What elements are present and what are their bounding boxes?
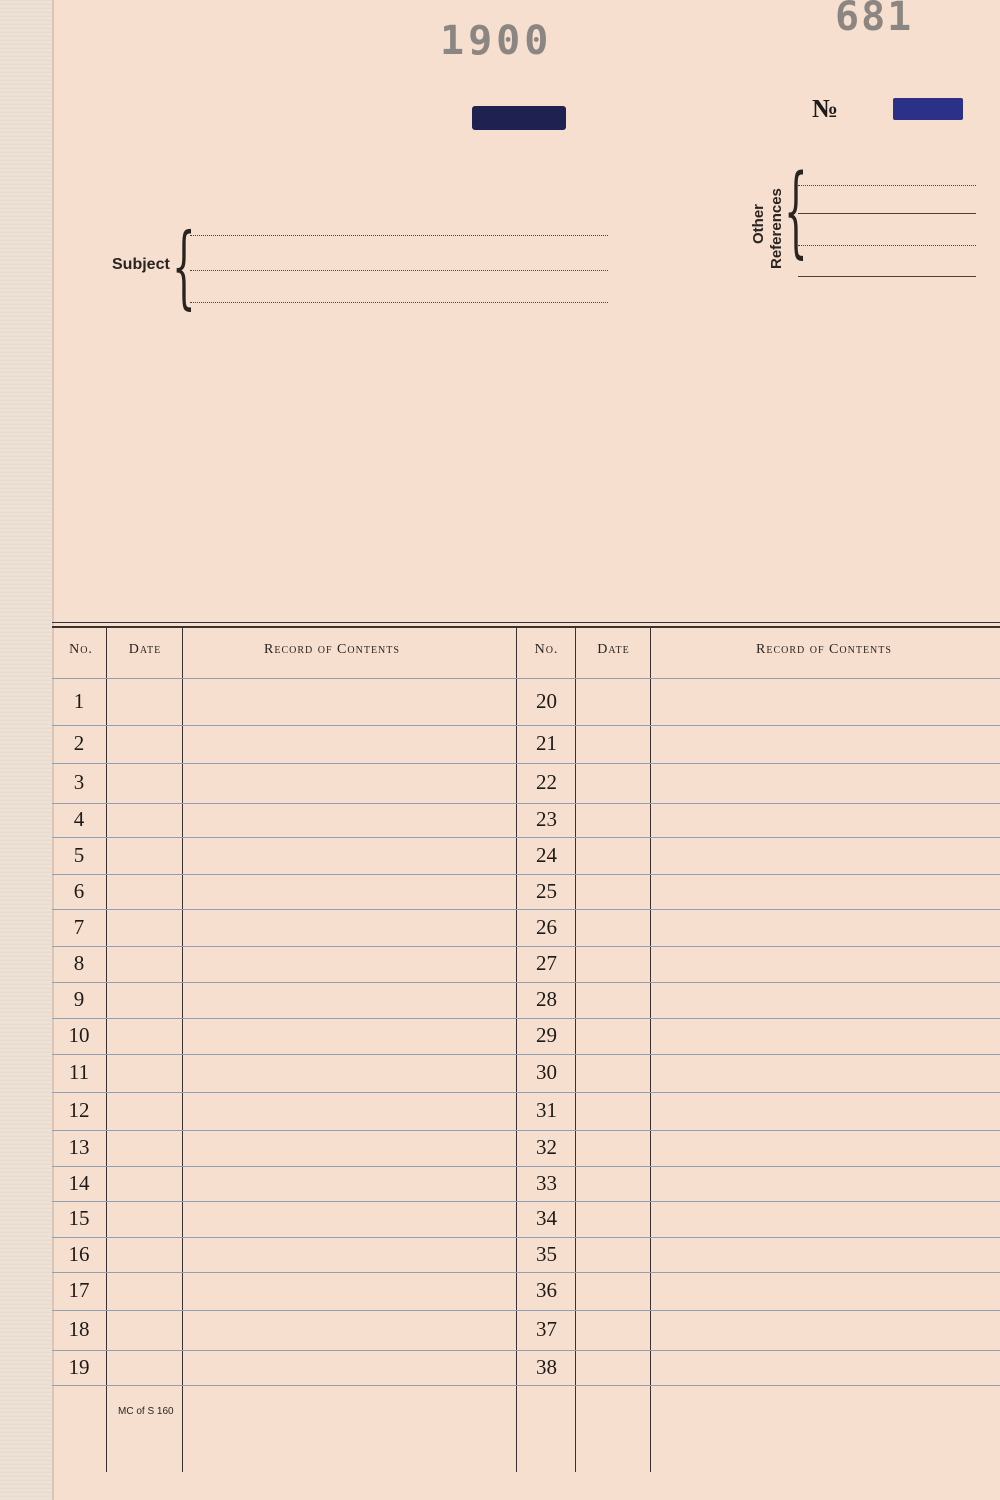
row-rule (52, 1092, 1000, 1093)
column-divider (182, 628, 183, 1472)
row-rule (52, 678, 1000, 679)
table-top-rule (52, 626, 1000, 628)
row-number: 17 (68, 1278, 90, 1302)
row-rule (52, 1018, 1000, 1019)
reference-line[interactable] (798, 245, 976, 246)
row-number: 10 (68, 1023, 90, 1047)
header-no-left: No. (69, 642, 93, 657)
other-references-line2: References (768, 188, 785, 269)
row-rule (52, 1054, 1000, 1055)
row-number: 34 (536, 1206, 557, 1230)
subject-label: Subject (112, 256, 170, 273)
row-number: 26 (536, 914, 557, 939)
row-number: 24 (536, 842, 557, 867)
row-number: 16 (68, 1241, 90, 1266)
binding-spine (0, 0, 54, 1500)
row-number: 32 (536, 1135, 557, 1159)
number-label: № (812, 94, 839, 123)
header-record-right: Record of Contents (756, 642, 892, 657)
row-number: 27 (536, 951, 557, 975)
row-number: 2 (73, 731, 85, 755)
row-number: 5 (73, 842, 85, 867)
reference-line[interactable] (798, 213, 976, 214)
row-rule (52, 874, 1000, 875)
column-divider (575, 628, 576, 1472)
row-number: 28 (536, 987, 557, 1011)
row-rule (52, 725, 1000, 726)
row-number: 29 (536, 1023, 557, 1047)
row-number: 33 (536, 1170, 557, 1195)
subject-line[interactable] (190, 235, 608, 236)
subject-line[interactable] (190, 270, 608, 271)
row-number: 7 (73, 914, 85, 939)
row-number: 11 (68, 1060, 90, 1084)
header-record-left: Record of Contents (264, 642, 400, 657)
row-rule (52, 1201, 1000, 1202)
header-date-left: Date (128, 642, 162, 657)
year-stamp: 1900 (440, 18, 553, 64)
reference-line[interactable] (798, 185, 976, 186)
header-date-right: Date (597, 642, 630, 657)
file-number-stamp: 681 (835, 0, 914, 40)
row-number: 25 (536, 878, 557, 903)
redaction-block (472, 106, 566, 130)
row-number: 21 (536, 731, 557, 755)
row-number: 1 (73, 688, 85, 713)
column-divider (516, 628, 517, 1472)
header-no-right: No. (534, 642, 559, 657)
row-number: 36 (536, 1278, 557, 1302)
row-number: 4 (73, 807, 85, 831)
row-number: 19 (68, 1354, 90, 1379)
row-number: 30 (536, 1060, 557, 1084)
row-number: 23 (536, 807, 557, 831)
row-number: 22 (536, 770, 557, 794)
row-rule (52, 1130, 1000, 1131)
row-number: 18 (68, 1317, 90, 1341)
other-references-brace: { (784, 152, 808, 270)
row-rule (52, 909, 1000, 910)
row-number: 15 (68, 1206, 90, 1230)
row-number: 12 (68, 1098, 90, 1122)
subject-line[interactable] (190, 302, 608, 303)
row-rule (52, 1237, 1000, 1238)
row-number: 6 (73, 878, 85, 903)
row-number: 8 (73, 951, 85, 975)
row-number: 37 (536, 1317, 557, 1341)
row-rule (52, 837, 1000, 838)
column-divider (106, 628, 107, 1472)
row-rule (52, 1385, 1000, 1386)
row-rule (52, 982, 1000, 983)
row-number: 38 (536, 1354, 557, 1379)
subject-brace: { (172, 213, 196, 320)
row-rule (52, 1310, 1000, 1311)
row-rule (52, 803, 1000, 804)
row-rule (52, 1272, 1000, 1273)
row-rule (52, 946, 1000, 947)
row-number: 35 (536, 1241, 557, 1266)
column-divider (650, 628, 651, 1472)
row-number: 31 (536, 1098, 557, 1122)
reference-line[interactable] (798, 276, 976, 277)
row-number: 20 (536, 688, 557, 713)
other-references-line1: Other (750, 203, 767, 244)
row-rule (52, 1166, 1000, 1167)
row-number: 13 (68, 1135, 90, 1159)
row-rule (52, 763, 1000, 764)
form-code: MC of S 160 (118, 1406, 174, 1417)
redaction-block (893, 98, 963, 120)
row-number: 9 (73, 987, 85, 1011)
row-rule (52, 1350, 1000, 1351)
row-number: 14 (68, 1170, 90, 1195)
row-number: 3 (73, 770, 85, 794)
table-top-rule (52, 622, 1000, 623)
